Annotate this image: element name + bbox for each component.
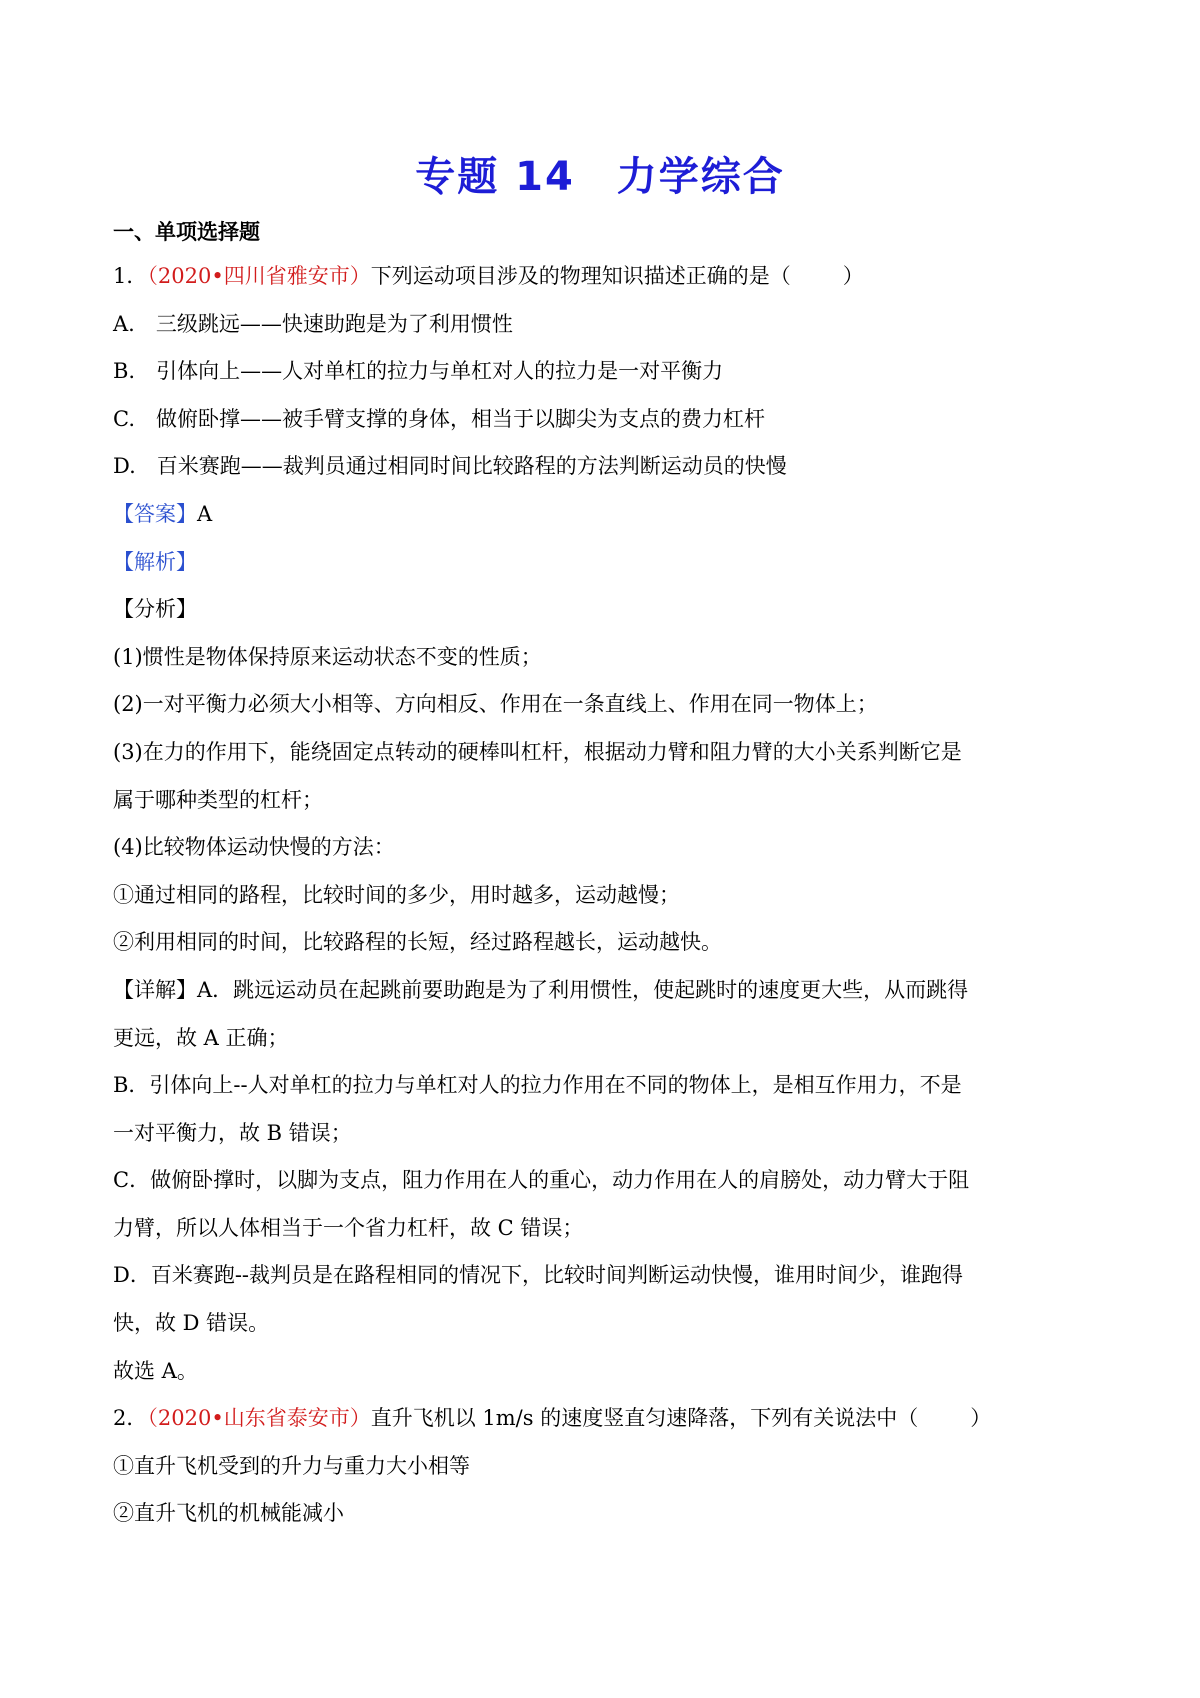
option-d: D. 百米赛跑——裁判员通过相同时间比较路程的方法判断运动员的快慢 <box>113 454 787 479</box>
detail-line: C．做俯卧撑时，以脚为支点，阻力作用在人的重心，动力作用在人的肩膀处，动力臂大于阻 <box>113 1168 970 1193</box>
page-title: 专题 14 力学综合 <box>415 154 785 200</box>
detail-line: D．百米赛跑--裁判员是在路程相同的情况下，比较时间判断运动快慢，谁用时间少，谁跑得 <box>113 1263 964 1288</box>
conclusion-line: 故选 A。 <box>113 1358 198 1383</box>
detail-line: 【详解】A．跳远运动员在起跳前要助跑是为了利用惯性，使起跳时的速度更大些，从而跳得 <box>113 977 969 1002</box>
option-a: A. 三级跳远——快速助跑是为了利用惯性 <box>113 311 513 336</box>
statement-1: ①直升飞机受到的升力与重力大小相等 <box>113 1453 470 1478</box>
question-number: 1． <box>113 264 148 288</box>
detail-line: 快，故 D 错误。 <box>113 1311 270 1336</box>
question-text: 下列运动项目涉及的物理知识描述正确的是（ <box>370 264 791 288</box>
answer-value: A <box>197 501 213 526</box>
analysis-line: ②利用相同的时间，比较路程的长短，经过路程越长，运动越快。 <box>113 930 722 955</box>
section-heading: 一、单项选择题 <box>113 220 260 244</box>
analysis-line: (3)在力的作用下，能绕固定点转动的硬棒叫杠杆，根据动力臂和阻力臂的大小关系判断它是 <box>113 739 962 764</box>
question-source: （2020•山东省泰安市） <box>147 1406 371 1431</box>
analysis-line: ①通过相同的路程，比较时间的多少，用时越多，运动越慢； <box>113 882 680 907</box>
detail-line: B．引体向上--人对单杠的拉力与单杠对人的拉力作用在不同的物体上，是相互作用力，不是 <box>113 1073 962 1098</box>
analysis-line: (4)比较物体运动快慢的方法： <box>113 835 395 860</box>
question-number: 2． <box>113 1406 148 1431</box>
question-text: 直升飞机以 1m/s 的速度竖直匀速降落，下列有关说法中（ <box>370 1406 919 1431</box>
fenxi-label: 【分析】 <box>113 597 197 622</box>
jiexi-label: 【解析】 <box>113 549 197 574</box>
answer-line <box>113 491 1098 539</box>
statement-2: ②直升飞机的机械能减小 <box>113 1501 344 1526</box>
detail-line: 更远，故 A 正确； <box>113 1025 289 1050</box>
document-body <box>113 253 1098 1538</box>
option-c: C. 做俯卧撑——被手臂支撑的身体，相当于以脚尖为支点的费力杠杆 <box>113 406 765 431</box>
question-2-stem <box>113 1395 1098 1443</box>
option-b: B. 引体向上——人对单杠的拉力与单杠对人的拉力是一对平衡力 <box>113 359 724 384</box>
answer-label: 【答案】 <box>113 501 197 526</box>
question-paren-close: ） <box>842 264 864 288</box>
analysis-line: (1)惯性是物体保持原来运动状态不变的性质； <box>113 644 542 669</box>
analysis-line: 属于哪种类型的杠杆； <box>113 787 323 812</box>
question-1-stem <box>113 253 1098 301</box>
detail-line: 力臂，所以人体相当于一个省力杠杆，故 C 错误； <box>113 1215 584 1240</box>
detail-line: 一对平衡力，故 B 错误； <box>113 1120 352 1145</box>
analysis-line: (2)一对平衡力必须大小相等、方向相反、作用在一条直线上、作用在同一物体上； <box>113 692 878 717</box>
question-paren-close: ） <box>970 1406 992 1431</box>
question-source: （2020•四川省雅安市） <box>147 264 371 288</box>
